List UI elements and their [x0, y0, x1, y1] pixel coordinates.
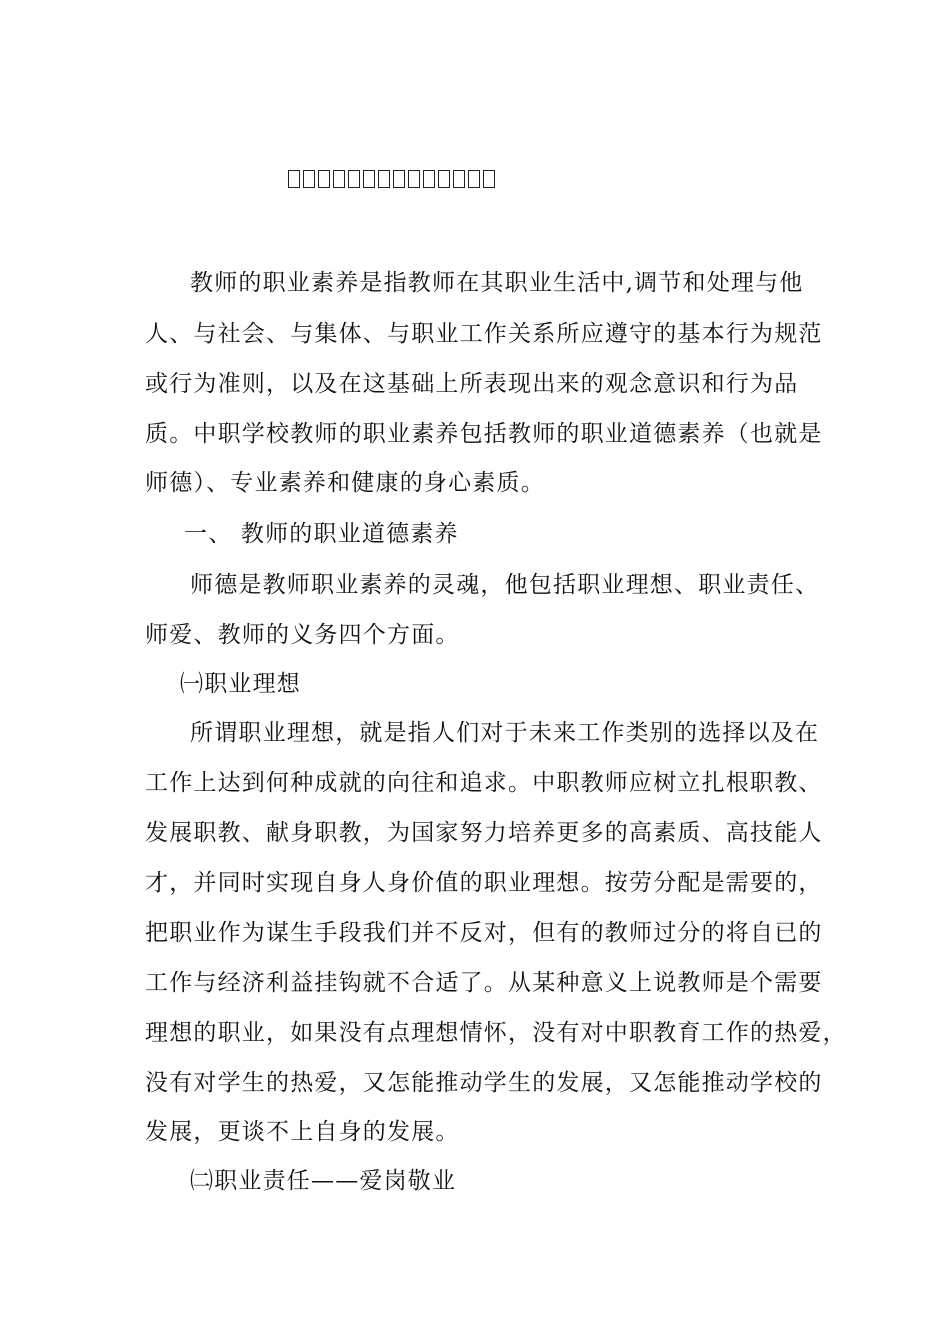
paragraph-line: 师德）、专业素养和健康的身心素质。: [145, 470, 545, 496]
missing-glyph-box: [423, 170, 435, 188]
missing-glyph-box: [438, 170, 450, 188]
missing-glyph-box: [453, 170, 465, 188]
missing-glyph-box: [318, 170, 330, 188]
missing-glyph-box: [468, 170, 480, 188]
section-heading: 一、 教师的职业道德素养: [184, 521, 459, 547]
paragraph-line: 工作上达到何种成就的向往和追求。中职教师应树立扎根职教、: [145, 770, 823, 796]
document-title-placeholder: [288, 170, 708, 196]
paragraph-line: 人、与社会、与集体、与职业工作关系所应遵守的基本行为规范: [145, 321, 823, 347]
missing-glyph-box: [378, 170, 390, 188]
paragraph-line: 发展职教、献身职教，为国家努力培养更多的高素质、高技能人: [145, 820, 823, 846]
paragraph-line: 没有对学生的热爱，又怎能推动学生的发展，又怎能推动学校的: [145, 1070, 823, 1096]
missing-glyph-box: [408, 170, 420, 188]
subsection-heading: ㈡职业责任——爱岗敬业: [190, 1168, 457, 1194]
missing-glyph-box: [483, 170, 495, 188]
missing-glyph-box: [303, 170, 315, 188]
missing-glyph-box: [333, 170, 345, 188]
missing-glyph-box: [393, 170, 405, 188]
missing-glyph-box: [348, 170, 360, 188]
paragraph-line: 或行为准则，以及在这基础上所表现出来的观念意识和行为品: [145, 371, 799, 397]
subsection-heading: ㈠职业理想: [180, 671, 301, 697]
paragraph-line: 工作与经济利益挂钩就不合适了。从某种意义上说教师是个需要: [145, 970, 823, 996]
paragraph-line: 把职业作为谋生手段我们并不反对，但有的教师过分的将自已的: [145, 920, 823, 946]
paragraph-line: 师爱、教师的义务四个方面。: [145, 622, 460, 648]
paragraph-line: 发展，更谈不上自身的发展。: [145, 1119, 460, 1145]
paragraph-line: 质。中职学校教师的职业素养包括教师的职业道德素养（也就是: [145, 421, 823, 447]
paragraph-line: 才，并同时实现自身人身价值的职业理想。按劳分配是需要的，: [145, 870, 823, 896]
missing-glyph-box: [288, 170, 300, 188]
missing-glyph-box: [363, 170, 375, 188]
paragraph-line: 理想的职业，如果没有点理想情怀，没有对中职教育工作的热爱，: [145, 1020, 847, 1046]
paragraph-line: 师德是教师职业素养的灵魂，他包括职业理想、职业责任、: [190, 572, 820, 598]
paragraph-line: 所谓职业理想，就是指人们对于未来工作类别的选择以及在: [190, 720, 820, 746]
paragraph-line: 教师的职业素养是指教师在其职业生活中,调节和处理与他: [190, 270, 804, 296]
